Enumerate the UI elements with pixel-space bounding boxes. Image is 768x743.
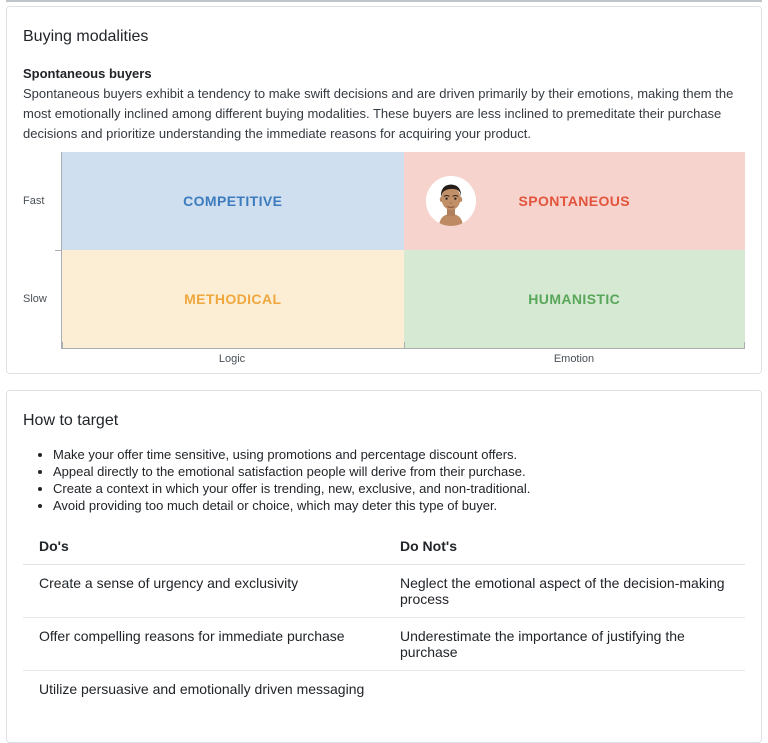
x-axis-label-logic: Logic [218,353,246,365]
buyer-avatar [426,176,476,226]
plot-area-wrap [61,152,745,367]
x-axis-tick-middle [404,342,405,348]
x-axis-labels [61,349,745,367]
spontaneous-buyers-description: Spontaneous buyers exhibit a tendency to make swift decisions and are driven primarily by their emotions, making them the most emotionally inclined among different buying modalities. These buyers are less inclined to premeditate their purchase decisions and prioritize understanding the immediate reasons for acquiring your product. [23,86,734,141]
list-item: • Create a context in which your offer is trending, new, exclusive, and non-traditional. [53,480,745,497]
plot-area [61,152,745,349]
quadrant-spontaneous [404,152,746,250]
dos-cell: Create a sense of urgency and exclusivity [23,565,384,618]
dos-donts-table [23,528,745,707]
dos-cell: Utilize persuasive and emotionally driven messaging [39,681,365,697]
x-axis-tick-left [62,342,63,348]
table-row [23,671,745,708]
y-axis-tick-middle [55,250,61,251]
targeting-tips-list [23,446,745,514]
buying-modalities-title: Buying modalities [23,28,149,45]
list-item: • Appeal directly to the emotional satisfaction people will derive from their purchase. [53,463,745,480]
quadrant-humanistic-label: HUMANISTIC [528,291,621,307]
table-row [23,565,745,618]
donts-column-header: Do Not's [384,528,745,565]
dos-cell: Offer compelling reasons for immediate purchase [23,618,384,671]
x-axis-label-emotion: Emotion [553,353,595,365]
list-item: • Make your offer time sensitive, using promotions and percentage discount offers. [53,446,745,463]
list-item: • Avoid providing too much detail or choice, which may deter this type of buyer. [53,497,745,514]
quadrant-competitive-label: COMPETITIVE [183,193,283,209]
quadrant-spontaneous-label: SPONTANEOUS [518,193,630,209]
donts-cell [384,671,745,708]
quadrant-methodical-label: METHODICAL [184,291,282,307]
y-axis-label-slow: Slow [23,293,47,305]
buying-modalities-quadrant-chart [23,152,745,367]
quadrant-methodical [62,250,404,348]
quadrant-competitive [62,152,404,250]
quadrant-humanistic [404,250,746,348]
top-divider [6,0,762,2]
table-header-row [23,528,745,565]
buying-modalities-card [6,6,762,374]
how-to-target-title: How to target [23,412,119,429]
dos-column-header: Do's [23,528,384,565]
how-to-target-card [6,390,762,743]
donts-cell: Neglect the emotional aspect of the decision-making process [384,565,745,618]
table-row [23,618,745,671]
y-axis-labels [23,152,61,367]
donts-cell: Underestimate the importance of justifying the purchase [384,618,745,671]
x-axis-tick-right [744,342,745,348]
y-axis-label-fast: Fast [23,195,45,207]
spontaneous-buyers-heading: Spontaneous buyers [23,66,152,81]
